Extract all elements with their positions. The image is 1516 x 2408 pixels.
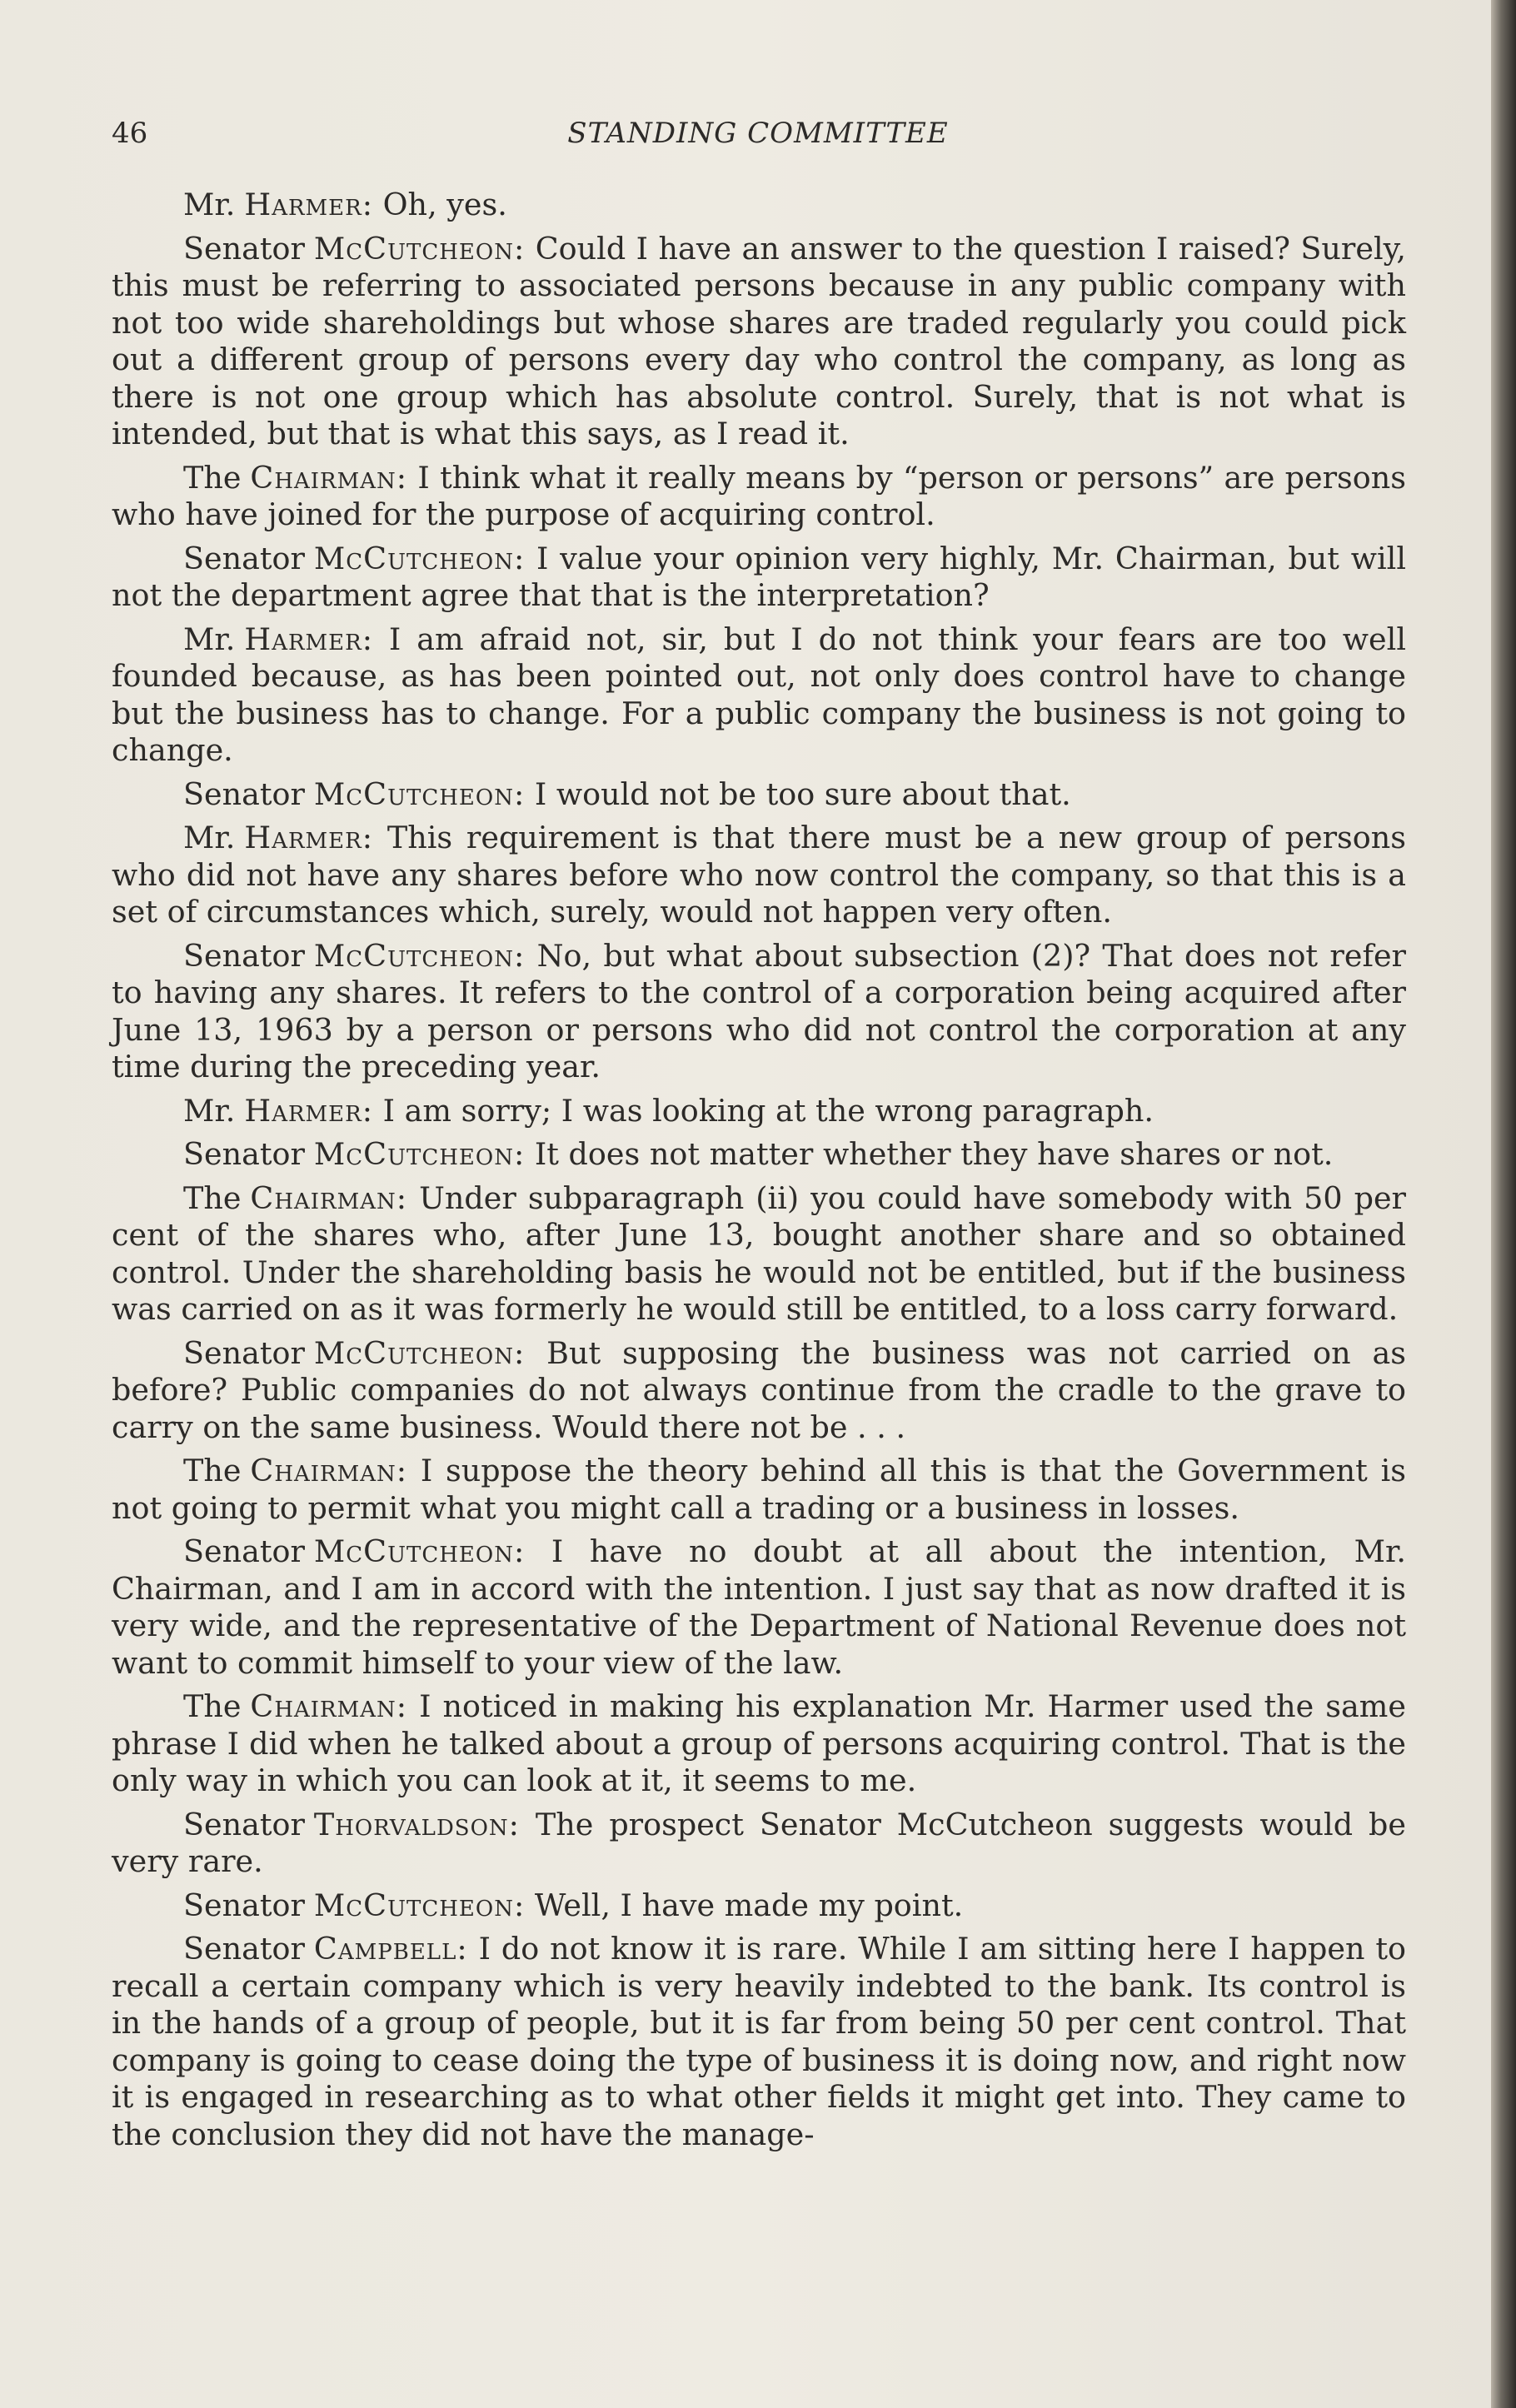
speaker-name: Chairman:	[250, 459, 408, 496]
speaker-name: Thorvaldson:	[313, 1806, 520, 1842]
speech-text: No, but what about subsection (2)? That does not refer to having any shares. It refers to the control of a corporation being acquired after June 13, 1963 by a person or persons who did not control the corporation at any time during the preceding year.	[112, 937, 1406, 1084]
speaker-name: McCutcheon:	[313, 230, 526, 267]
speech-text: This requirement is that there must be a new group of persons who did not have any shares before who now control the company, so that this is a set of circumstances which, surely, would not happen very often.	[112, 820, 1406, 930]
speaker-title: Senator	[183, 775, 305, 812]
speaker-title: Mr.	[183, 187, 236, 222]
speaker-name: Harmer:	[244, 1092, 374, 1129]
speaker-title: The	[183, 1688, 242, 1724]
speaker-name: Chairman:	[250, 1453, 408, 1488]
speaker-title: The	[183, 1179, 242, 1216]
speaker-title: Senator	[183, 1806, 305, 1842]
speech-text: Well, I have made my point.	[525, 1887, 964, 1923]
speaker-name: McCutcheon:	[313, 937, 526, 974]
transcript-paragraph	[112, 820, 1406, 931]
transcript-paragraph	[112, 1807, 1406, 1881]
page-number: 46	[112, 117, 148, 150]
speech-text: I noticed in making his explanation Mr. Harmer used the same phrase I did when he talked about a group of persons acquiring control. That is the only way in which you can look at it, it seems to me.	[112, 1688, 1406, 1798]
speech-text: But supposing the business was not carried on as before? Public companies do not always continue from the cradle to the grave to carry on the same business. Would there not be . . .	[112, 1334, 1406, 1445]
speech-text: Under subparagraph (ii) you could have somebody with 50 per cent of the shares who, after June 13, bought another share and so obtained control. Under the shareholding basis he would not be entitled, but if the business was carried on as it was formerly he would still be entitled, to a loss carry forward.	[112, 1179, 1406, 1327]
speech-text: It does not matter whether they have shares or not.	[525, 1136, 1334, 1172]
page-header	[112, 113, 1404, 153]
speaker-name: Campbell:	[313, 1931, 468, 1967]
speech-text: I think what it really means by “person or persons” are persons who have joined for the purpose of acquiring control.	[112, 459, 1406, 532]
speech-text: The prospect Senator McCutcheon suggests would be very rare.	[112, 1806, 1406, 1879]
speaker-title: Senator	[183, 230, 305, 267]
transcript-paragraph	[112, 776, 1406, 814]
transcript-paragraph	[112, 1887, 1406, 1925]
speech-text: I am sorry; I was looking at the wrong paragraph.	[373, 1092, 1154, 1129]
transcript-paragraph	[112, 1533, 1406, 1682]
speaker-name: Harmer:	[244, 621, 374, 657]
speech-text: Could I have an answer to the question I raised? Surely, this must be referring to associated persons because in any public company with not too wide shareholdings but whose shares are traded regularly you could pick out a different group of persons every day who control the company, as long as there is not one group which has absolute control. Surely, that is not what is intended, but that is what this says, as I read it.	[112, 230, 1406, 451]
speech-text: Oh, yes.	[373, 187, 507, 222]
transcript-paragraph	[112, 1093, 1406, 1130]
speaker-title: Senator	[183, 937, 305, 974]
speaker-name: Harmer:	[244, 820, 374, 855]
book-spine-edge	[1491, 0, 1516, 2408]
speaker-title: The	[183, 1453, 242, 1488]
speaker-title: Mr.	[183, 1092, 236, 1129]
speaker-title: Senator	[183, 540, 305, 576]
speaker-name: Chairman:	[250, 1179, 408, 1216]
speaker-name: McCutcheon:	[313, 1533, 526, 1569]
speech-text: I value your opinion very highly, Mr. Chairman, but will not the department agree that that is the interpretation?	[112, 540, 1406, 613]
speaker-title: Senator	[183, 1136, 305, 1172]
speaker-name: Chairman:	[250, 1688, 408, 1724]
speaker-name: McCutcheon:	[313, 775, 526, 812]
transcript-paragraph	[112, 1180, 1406, 1329]
speech-text: I do not know it is rare. While I am sitting here I happen to recall a certain company which is very heavily indebted to the bank. Its control is in the hands of a group of people, but it is far from being 50 per cent control. That company is going to cease doing the type of business it is doing now, and right now it is engaged in researching as to what other fields it might get into. They came to the conclusion they did not have the manage-	[112, 1931, 1406, 2152]
transcript-paragraph	[112, 621, 1406, 770]
transcript-body	[112, 187, 1406, 2160]
transcript-paragraph	[112, 1931, 1406, 2153]
speaker-title: The	[183, 459, 242, 496]
transcript-paragraph	[112, 231, 1406, 453]
speaker-title: Senator	[183, 1887, 305, 1923]
speaker-name: McCutcheon:	[313, 540, 526, 576]
transcript-paragraph	[112, 460, 1406, 534]
speaker-title: Mr.	[183, 820, 236, 855]
transcript-paragraph	[112, 541, 1406, 615]
speaker-title: Senator	[183, 1931, 305, 1967]
speech-text: I suppose the theory behind all this is that the Government is not going to permit what you might call a trading or a business in losses.	[112, 1453, 1406, 1526]
transcript-paragraph	[112, 1136, 1406, 1174]
transcript-paragraph	[112, 187, 1406, 224]
speaker-title: Mr.	[183, 621, 236, 657]
speech-text: I would not be too sure about that.	[525, 775, 1071, 812]
speaker-title: Senator	[183, 1533, 305, 1569]
transcript-paragraph	[112, 1688, 1406, 1800]
speaker-name: McCutcheon:	[313, 1136, 526, 1172]
speaker-name: McCutcheon:	[313, 1334, 526, 1371]
speaker-name: Harmer:	[244, 187, 374, 222]
speaker-name: McCutcheon:	[313, 1887, 526, 1923]
running-title: STANDING COMMITTEE	[567, 117, 949, 150]
speech-text: I have no doubt at all about the intention, Mr. Chairman, and I am in accord with the intention. I just say that as now drafted it is very wide, and the representative of the Department of National Revenue does not want to commit himself to your view of the law.	[112, 1533, 1406, 1681]
transcript-paragraph	[112, 1453, 1406, 1527]
transcript-paragraph	[112, 938, 1406, 1086]
speaker-title: Senator	[183, 1334, 305, 1371]
speech-text: I am afraid not, sir, but I do not think your fears are too well founded because, as has been pointed out, not only does control have to change but the business has to change. For a public company the business is not going to change.	[112, 621, 1406, 768]
transcript-paragraph	[112, 1335, 1406, 1447]
